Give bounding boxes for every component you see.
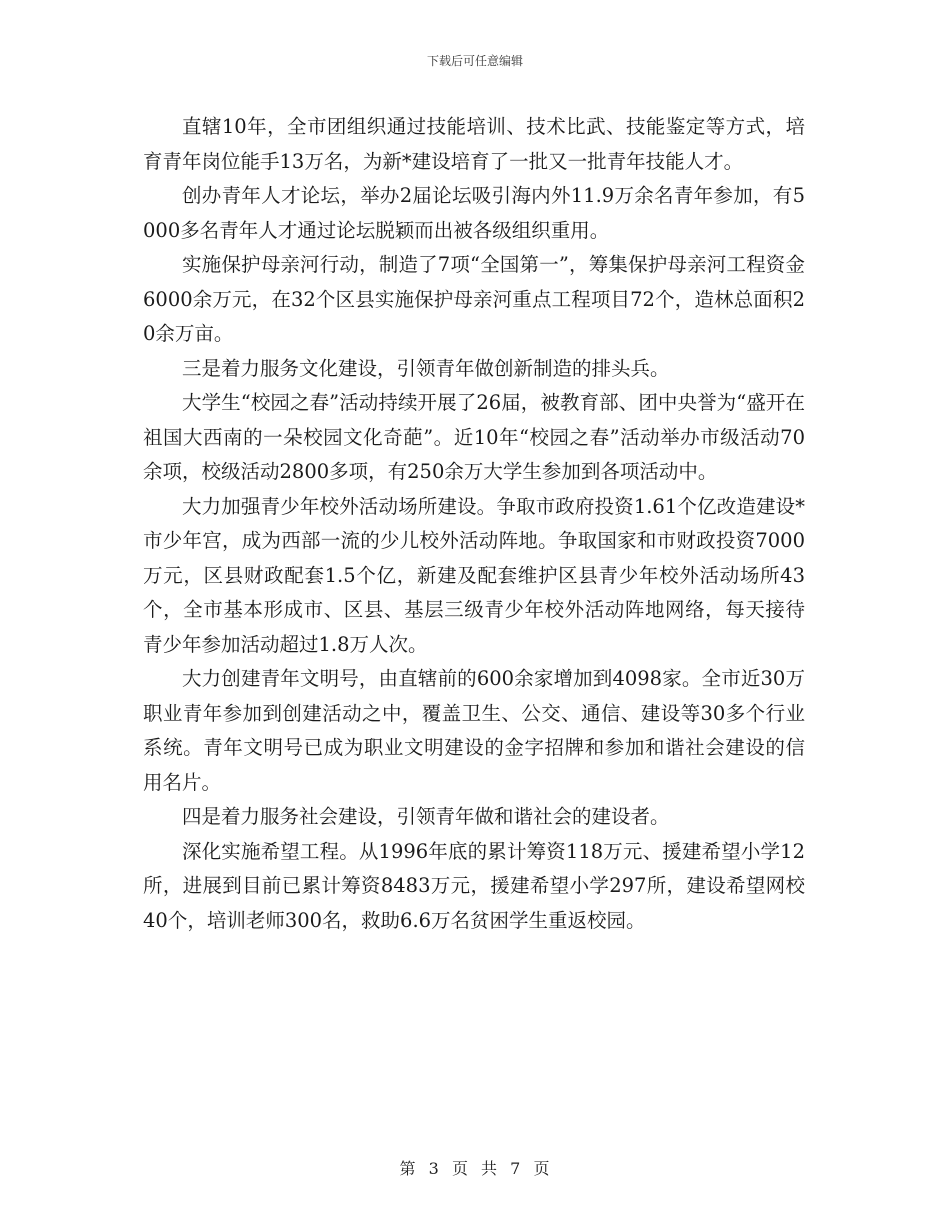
section-heading: 三是着力服务文化建设，引领青年做创新制造的排头兵。	[182, 356, 670, 380]
paragraph: 创办青年人才论坛，举办2届论坛吸引海内外11.9万余名青年参加，有5000多名青年人才通过论坛脱颖而出被各级组织重用。	[143, 184, 805, 242]
footer-suffix: 页	[533, 1159, 551, 1178]
footer-page-label: 页	[451, 1159, 469, 1178]
page-footer	[0, 1156, 950, 1179]
total-pages-number: 7	[510, 1159, 522, 1178]
footer-total-label: 共	[481, 1159, 499, 1178]
paragraph: 实施保护母亲河行动，制造了7项“全国第一”，筹集保护母亲河工程资金6000余万元，在32个区县实施保护母亲河重点工程项目72个，造林总面积20余万亩。	[143, 253, 805, 345]
paragraph: 大力加强青少年校外活动场所建设。争取市政府投资1.61个亿改造建设*市少年宫，成为西部一流的少儿校外活动阵地。争取国家和市财政投资7000万元，区县财政配套1.5个亿，新建及配套维护区县青少年校外活动场所43个，全市基本形成市、区县、基层三级青少年校外活动阵地网络，每天接待青少年参加活动超过1.8万人次。	[143, 494, 805, 656]
page-header: 下载后可任意编辑	[426, 54, 523, 68]
paragraph: 大学生“校园之春”活动持续开展了26届，被教育部、团中央誉为“盛开在祖国大西南的一朵校园文化奇葩”。近10年“校园之春”活动举办市级活动70余项，校级活动2800多项，有250余万大学生参加到各项活动中。	[143, 391, 805, 483]
paragraph: 大力创建青年文明号，由直辖前的600余家增加到4098家。全市近30万职业青年参加到创建活动之中，覆盖卫生、公交、通信、建设等30多个行业系统。青年文明号已成为职业文明建设的金字招牌和参加和谐社会建设的信用名片。	[143, 667, 805, 794]
current-page-number: 3	[428, 1159, 440, 1178]
footer-prefix: 第	[399, 1159, 417, 1178]
document-body	[143, 110, 805, 938]
section-heading: 四是着力服务社会建设，引领青年做和谐社会的建设者。	[182, 805, 670, 828]
paragraph: 深化实施希望工程。从1996年底的累计筹资118万元、援建希望小学12所，进展到目前已累计筹资8483万元，援建希望小学297所，建设希望网校40个，培训老师300名，救助6.6万名贫困学生重返校园。	[143, 839, 805, 932]
paragraph: 直辖10年，全市团组织通过技能培训、技术比武、技能鉴定等方式，培育青年岗位能手13万名，为新*建设培育了一批又一批青年技能人才。	[143, 115, 805, 173]
